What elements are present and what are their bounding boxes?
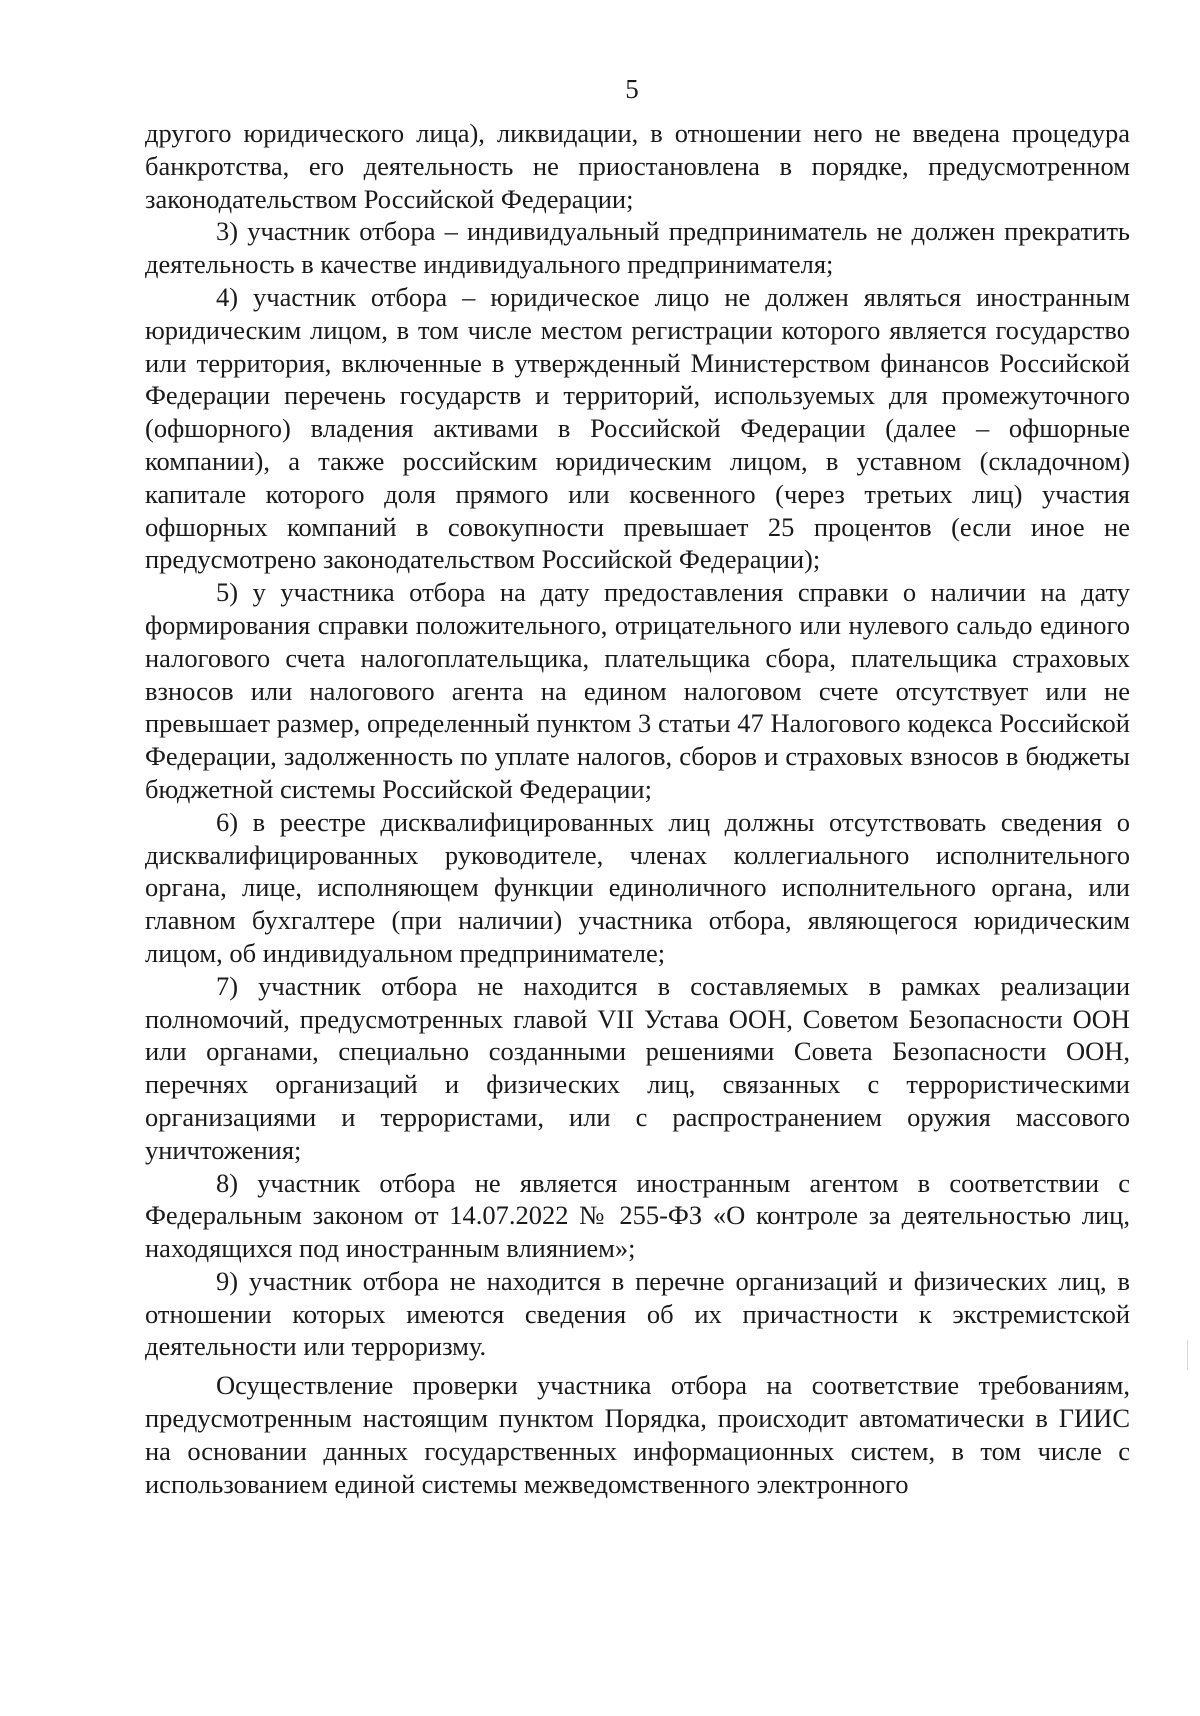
- document-body: [145, 117, 1130, 1500]
- scan-margin-mark: [1187, 1340, 1188, 1370]
- paragraph-continuation: другого юридического лица), ликвидации, в отношении него не введена процедура банкротства, его деятельность не приостановлена в порядке, предусмотренном законодательством Российской Федерации;: [145, 118, 1130, 214]
- paragraph-verification: Осуществление проверки участника отбора на соответствие требованиям, предусмотренным настоящим пунктом Порядка, происходит автоматически в ГИИС на основании данных государственных информационных систем, в том числе с использованием единой системы межведомственного электронного: [145, 1370, 1130, 1499]
- paragraph-item-4: 4) участник отбора – юридическое лицо не должен являться иностранным юридическим лицом, в том числе местом регистрации которого является государство или территория, включенные в утвержденный Министерством финансов Российской Федерации перечень государств и территорий, используемых для промежуточного (офшорного) владения активами в Российской Федерации (далее – офшорные компании), а также российским юридическим лицом, в уставном (складочном) капитале которого доля прямого или косвенного (через третьих лиц) участия офшорных компаний в совокупности превышает 25 процентов (если иное не предусмотрено законодательством Российской Федерации);: [145, 281, 1130, 575]
- paragraph-item-5: 5) у участника отбора на дату предоставления справки о наличии на дату формирования справки положительного, отрицательного или нулевого сальдо единого налогового счета налогоплательщика, плательщика сбора, плательщика страховых взносов или налогового агента на едином налоговом счете отсутствует или не превышает размер, определенный пунктом 3 статьи 47 Налогового кодекса Российской Федерации, задолженность по уплате налогов, сборов и страховых взносов в бюджеты бюджетной системы Российской Федерации;: [145, 577, 1130, 804]
- paragraph-item-7: 7) участник отбора не находится в составляемых в рамках реализации полномочий, предусмотренных главой VII Устава ООН, Советом Безопасности ООН или органами, специально созданными решениями Совета Безопасности ООН, перечнях организаций и физических лиц, связанных с террористическими организациями и террористами, или с распространением оружия массового уничтожения;: [145, 970, 1130, 1165]
- paragraph-item-6: 6) в реестре дисквалифицированных лиц должны отсутствовать сведения о дисквалифицированных руководителе, членах коллегиального исполнительного органа, лице, исполняющем функции единоличного исполнительного органа, или главном бухгалтере (при наличии) участника отбора, являющегося юридическим лицом, об индивидуальном предпринимателе;: [145, 806, 1130, 968]
- paragraph-item-3: 3) участник отбора – индивидуальный предприниматель не должен прекратить деятельность в качестве индивидуального предпринимателя;: [145, 216, 1130, 280]
- paragraph-item-9: 9) участник отбора не находится в перечне организаций и физических лиц, в отношении которых имеются сведения об их причастности к экстремистской деятельности или терроризму.: [145, 1265, 1130, 1362]
- page-number: 5: [625, 74, 639, 104]
- paragraph-item-8: 8) участник отбора не является иностранным агентом в соответствии с Федеральным законом от 14.07.2022 № 255-ФЗ «О контроле за деятельностью лиц, находящихся под иностранным влиянием»;: [145, 1167, 1130, 1264]
